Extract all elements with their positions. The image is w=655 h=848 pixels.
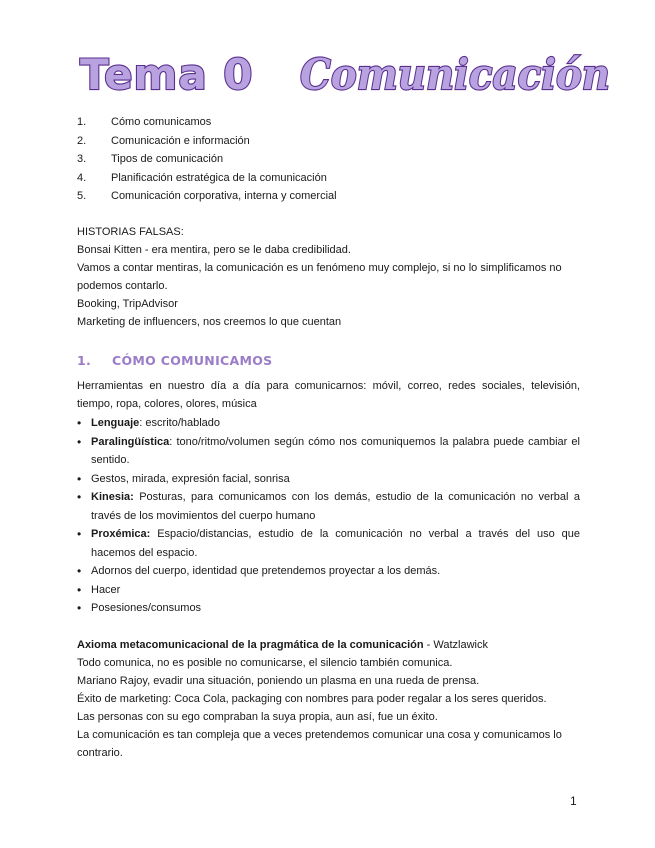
toc-label: Planificación estratégica de la comunicación [111,171,327,184]
bullet-glyph: • [77,434,82,449]
axioma-author: - Watzlawick [423,639,488,651]
toc-number: 3. [77,153,87,165]
section-intro-text: Herramientas en nuestro día a día para comunicarnos: móvil, correo, redes sociales, televisión, tiempo, ropa, colores, olores, música [77,380,580,410]
list-item [77,414,580,433]
title-graphic [78,44,618,104]
historias-line: Marketing de influencers, nos creemos lo que cuentan [77,316,342,328]
bullet-text: escrito/hablado [142,417,221,429]
bullet-text: Posesiones/consumos [91,602,202,614]
list-item [77,433,580,470]
axioma-heading [77,636,580,654]
axioma-title: Axioma metacomunicacional de la pragmática de la comunicación [77,639,424,651]
toc-label: Comunicación corporativa, interna y comercial [111,190,337,202]
toc-label: Comunicación e información [111,134,250,147]
bullet-glyph: • [77,471,82,486]
axioma-line: Las personas con su ego compraban la suya propia, aun así, fue un éxito. [77,711,438,723]
bullet-text: Hacer [91,583,121,596]
bullet-glyph: • [77,582,82,597]
toc-number: 5. [77,190,87,202]
section-heading [77,352,272,370]
table-of-contents [77,113,337,206]
page-title [78,44,618,104]
bullet-text: Posturas, para comunicamos con los demás, estudio de la comunicación no verbal a través de los movimientos del cuerpo humano [91,491,580,522]
bullet-sep: : [169,435,173,448]
bullet-text: Adornos del cuerpo, identidad que pretendemos proyectar a los demás. [91,565,441,577]
page-number: 1 [570,794,577,808]
bullet-term: Paralingüística [91,435,170,448]
toc-item [77,113,337,132]
list-item [77,525,580,562]
toc-label: Tipos de comunicación [111,153,224,165]
bullet-glyph: • [77,527,82,541]
bullet-list [77,414,580,618]
toc-label: Cómo comunicamos [111,116,212,128]
bullet-text: tono/ritmo/volumen según cómo nos comuniquemos la palabra puede cambiar el sentido. [91,435,580,466]
list-item [77,581,580,600]
axioma-line: La comunicación es tan compleja que a veces pretendemos comunicar una cosa y comunicamos lo contrario. [77,729,562,759]
section-number: 1. [77,353,92,368]
section-intro [77,377,580,413]
bullet-sep: : [139,417,143,429]
bullet-term: Lenguaje [91,417,140,429]
bullet-glyph: • [77,490,82,504]
section-title: CÓMO COMUNICAMOS [112,353,273,368]
list-item [77,488,580,525]
toc-item [77,169,337,188]
toc-number: 1. [77,116,87,128]
title-left: Tema 0 [80,50,254,99]
toc-item [77,150,337,169]
bullet-glyph: • [77,564,82,578]
historias-line: Vamos a contar mentiras, la comunicación es un fenómeno muy complejo, si no lo simplificamos no podemos contarlo. [77,262,562,292]
title-right: Comunicación [300,50,610,99]
bullet-text: Gestos, mirada, expresión facial, sonrisa [91,472,290,485]
historias-line: Booking, TripAdvisor [77,298,178,310]
list-item [77,470,580,489]
bullet-glyph: • [77,416,82,430]
historias-block [77,223,580,331]
axioma-block [77,636,580,762]
toc-item [77,187,337,206]
toc-number: 4. [77,171,87,184]
historias-heading: HISTORIAS FALSAS: [77,226,184,238]
axioma-line: Éxito de marketing: Coca Cola, packaging con nombres para poder regalar a los seres queridos. [77,693,547,705]
toc-number: 2. [77,134,87,147]
bullet-term: Kinesia: [91,491,134,503]
bullet-text: Espacio/distancias, estudio de la comunicación no verbal a través del uso que hacemos del espacio. [91,528,580,559]
historias-line: Bonsai Kitten - era mentira, pero se le daba credibilidad. [77,244,351,256]
bullet-glyph: • [77,601,82,615]
axioma-line: Mariano Rajoy, evadir una situación, poniendo un plasma en una rueda de prensa. [77,675,480,687]
list-item [77,599,580,618]
toc-item [77,132,337,151]
axioma-line: Todo comunica, no es posible no comunicarse, el silencio también comunica. [77,657,453,669]
bullet-term: Proxémica: [91,528,151,540]
list-item [77,562,580,581]
